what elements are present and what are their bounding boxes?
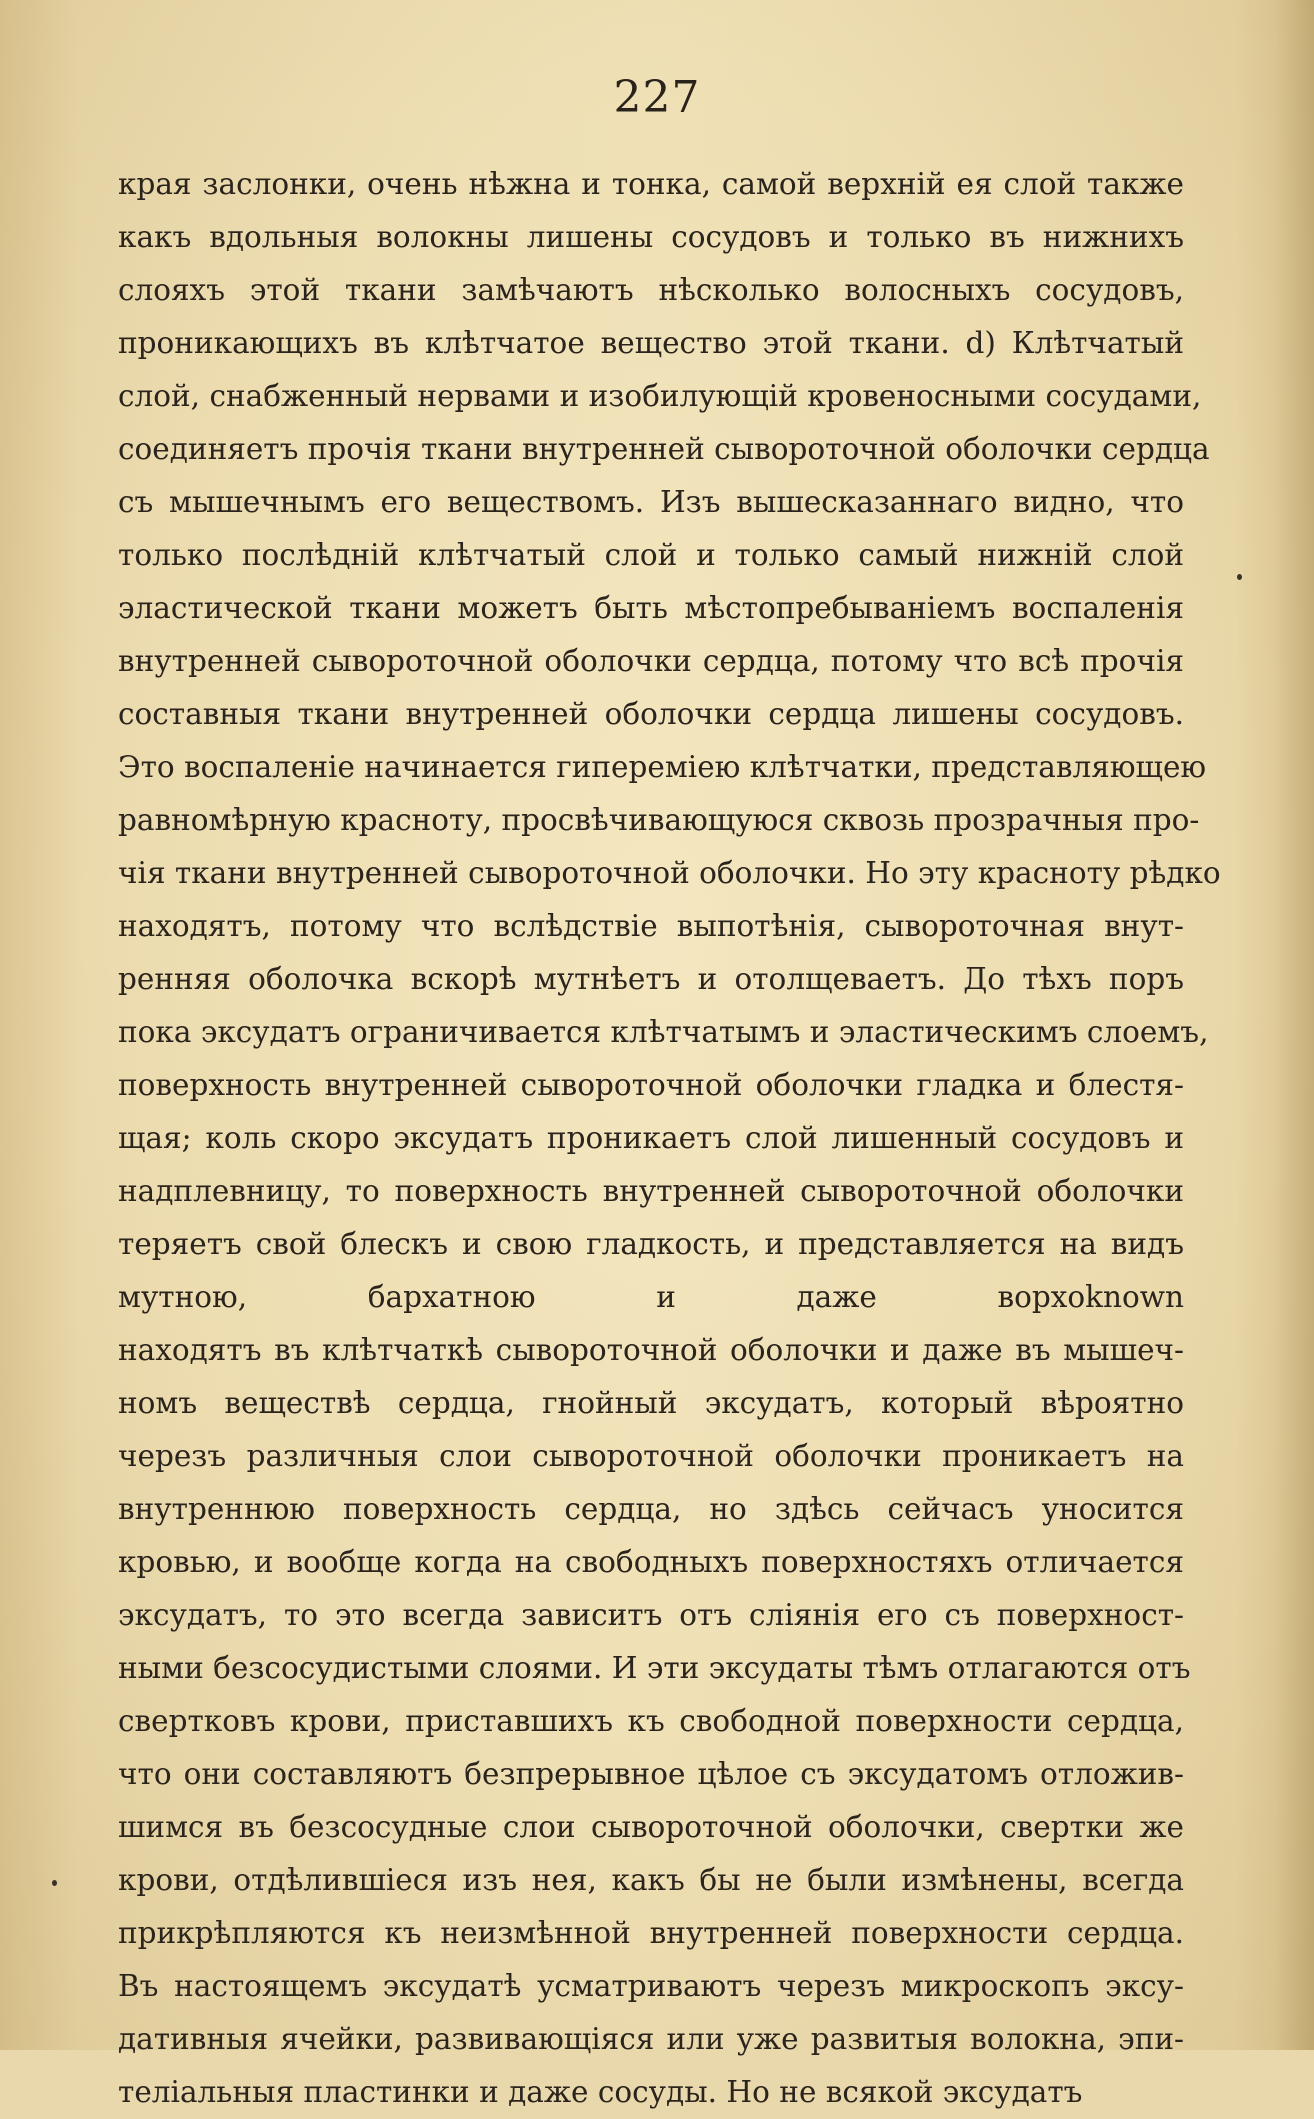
body-text	[118, 158, 1221, 2119]
text-line: поверхность внутренней сывороточной оболочки гладка и блестя-	[118, 1068, 1184, 1102]
text-line: равномѣрную красноту, просвѣчивающуюся сквозь прозрачныя про-	[118, 803, 1200, 837]
page-edge-shadow	[1274, 0, 1314, 2050]
text-line: края заслонки, очень нѣжна и тонка, самой верхній ея слой также	[118, 167, 1184, 201]
text-line: составныя ткани внутренней оболочки сердца лишены сосудовъ.	[118, 697, 1184, 731]
text-line: щая; коль скоро эксудатъ проникаетъ слой лишенный сосудовъ и	[118, 1121, 1184, 1155]
text-line: соединяетъ прочія ткани внутренней сывороточной оболочки сердца	[118, 432, 1210, 466]
text-line: находятъ въ клѣтчаткѣ сывороточной оболочки и даже въ мышеч-	[118, 1333, 1184, 1367]
text-line: прикрѣпляются къ неизмѣнной внутренней поверхности сердца.	[118, 1916, 1184, 1950]
text-line: ными безсосудистыми слоями. И эти эксудаты тѣмъ отлагаются отъ	[118, 1651, 1191, 1685]
text-line: какъ вдольныя волокны лишены сосудовъ и только въ нижнихъ	[118, 220, 1184, 254]
text-line: что они составляютъ безпрерывное цѣлое съ эксудатомъ отложив-	[118, 1757, 1184, 1791]
text-line: эластической ткани можетъ быть мѣстопребываніемъ воспаленія	[118, 591, 1184, 625]
text-line: внутреннюю поверхность сердца, но здѣсь сейчасъ уносится	[118, 1492, 1184, 1526]
text-line: внутренней сывороточной оболочки сердца, потому что всѣ прочія	[118, 644, 1184, 678]
text-line: номъ веществѣ сердца, гнойный эксудатъ, который вѣроятно	[118, 1386, 1184, 1420]
text-line: Это воспаленіе начинается гипереміею клѣтчатки, представляющею	[118, 750, 1207, 784]
text-line: кровью, и вообще когда на свободныхъ поверхностяхъ отличается	[118, 1545, 1184, 1579]
text-line: эксудатъ, то это всегда зависитъ отъ сліянія его съ поверхност-	[118, 1598, 1184, 1632]
text-line: слояхъ этой ткани замѣчаютъ нѣсколько волосныхъ сосудовъ,	[118, 273, 1184, 307]
ink-speck	[1237, 574, 1242, 580]
text-line: надплевницу, то поверхность внутренней сывороточной оболочки	[118, 1174, 1184, 1208]
page-number: 227	[613, 72, 701, 123]
text-line: только послѣдній клѣтчатый слой и только самый нижній слой	[118, 538, 1184, 572]
text-line: находятъ, потому что вслѣдствіе выпотѣнія, сывороточная внут-	[118, 909, 1184, 943]
text-line: мутною, бархатною и даже ворхоknown	[118, 1280, 1184, 1314]
text-line: свертковъ крови, приставшихъ къ свободной поверхности сердца,	[118, 1704, 1184, 1738]
text-line: проникающихъ въ клѣтчатое вещество этой ткани. d) Клѣтчатый	[118, 326, 1184, 360]
text-line: Въ настоящемъ эксудатѣ усматриваютъ черезъ микроскопъ эксу-	[118, 1969, 1184, 2003]
text-line: чія ткани внутренней сывороточной оболочки. Но эту красноту рѣдко	[118, 856, 1221, 890]
text-line: шимся въ безсосудные слои сывороточной оболочки, свертки же	[118, 1810, 1184, 1844]
text-line: теліальныя пластинки и даже сосуды. Но не всякой эксудатъ	[118, 2075, 1083, 2109]
text-line: съ мышечнымъ его веществомъ. Изъ вышесказаннаго видно, что	[118, 485, 1184, 519]
text-line: слой, снабженный нервами и изобилующій кровеносными сосудами,	[118, 379, 1202, 413]
text-line: черезъ различныя слои сывороточной оболочки проникаетъ на	[118, 1439, 1184, 1473]
text-line: крови, отдѣлившіеся изъ нея, какъ бы не были измѣнены, всегда	[118, 1863, 1184, 1897]
text-line: теряетъ свой блескъ и свою гладкость, и представляется на видъ	[118, 1227, 1184, 1261]
text-line: дативныя ячейки, развивающіяся или уже развитыя волокна, эпи-	[118, 2022, 1184, 2056]
text-line: пока эксудатъ ограничивается клѣтчатымъ и эластическимъ слоемъ,	[118, 1015, 1209, 1049]
ink-speck	[52, 1880, 57, 1886]
text-line: ренняя оболочка вскорѣ мутнѣетъ и отолщеваетъ. До тѣхъ поръ	[118, 962, 1184, 996]
